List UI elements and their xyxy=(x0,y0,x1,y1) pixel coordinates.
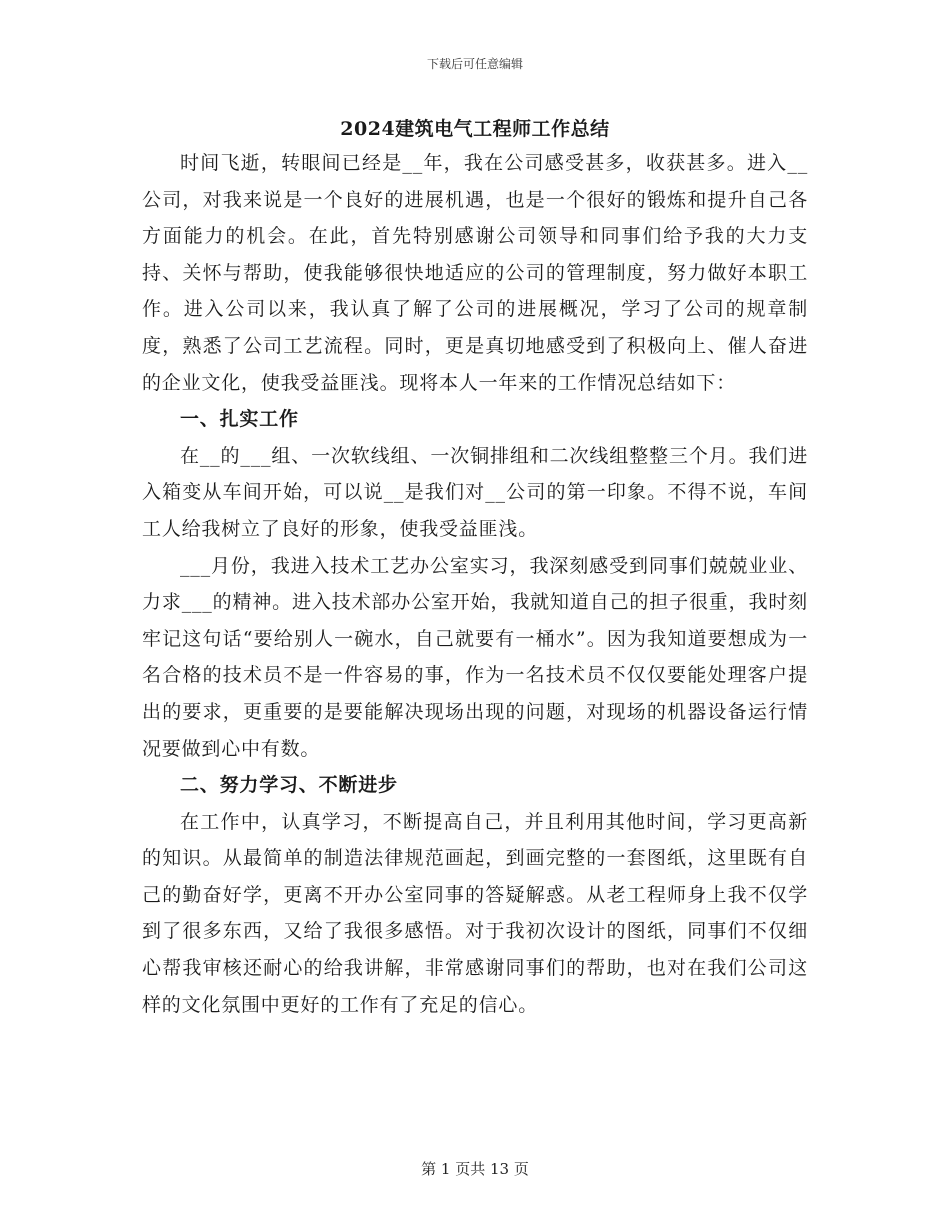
section-1-paragraph-1: 在__的___组、一次软线组、一次铜排组和二次线组整整三个月。我们进入箱变从车间开始，可以说__是我们对__公司的第一印象。不得不说，车间工人给我树立了良好的形象，使我受益匪浅。 xyxy=(142,444,808,540)
document-body xyxy=(142,115,808,1023)
section-heading-2: 二、努力学习、不断进步 xyxy=(180,774,398,797)
section-1-paragraph-2: ___月份，我进入技术工艺办公室实习，我深刻感受到同事们兢兢业业、力求___的精神。进入技术部办公室开始，我就知道自己的担子很重，我时刻牢记这句话“要给别人一碗水，自己就要有一桶水”。因为我知道要想成为一名合格的技术员不是一件容易的事，作为一名技术员不仅仅要能处理客户提出的要求，更重要的是要能解决现场出现的问题，对现场的机器设备运行情况要做到心中有数。 xyxy=(142,554,808,760)
section-heading-1: 一、扎实工作 xyxy=(180,408,299,431)
header-note: 下载后可任意编辑 xyxy=(426,57,523,71)
intro-paragraph: 时间飞逝，转眼间已经是__年，我在公司感受甚多，收获甚多。进入__公司，对我来说是一个良好的进展机遇，也是一个很好的锻炼和提升自己各方面能力的机会。在此，首先特别感谢公司领导和同事们给予我的大力支持、关怀与帮助，使我能够很快地适应的公司的管理制度，努力做好本职工作。进入公司以来，我认真了解了公司的进展概况，学习了公司的规章制度，熟悉了公司工艺流程。同时，更是真切地感受到了积极向上、催人奋进的企业文化，使我受益匪浅。现将本人一年来的工作情况总结如下： xyxy=(142,152,808,394)
document-title: 2024建筑电气工程师工作总结 xyxy=(340,118,610,140)
page-indicator: 第 1 页共 13 页 xyxy=(421,1160,529,1178)
section-2-paragraph-1: 在工作中，认真学习，不断提高自己，并且利用其他时间，学习更高新的知识。从最简单的制造法律规范画起，到画完整的一套图纸，这里既有自己的勤奋好学，更离不开办公室同事的答疑解惑。从老工程师身上我不仅学到了很多东西，又给了我很多感悟。对于我初次设计的图纸，同事们不仅细心帮我审核还耐心的给我讲解，非常感谢同事们的帮助，也对在我们公司这样的文化氛围中更好的工作有了充足的信心。 xyxy=(142,810,808,1016)
